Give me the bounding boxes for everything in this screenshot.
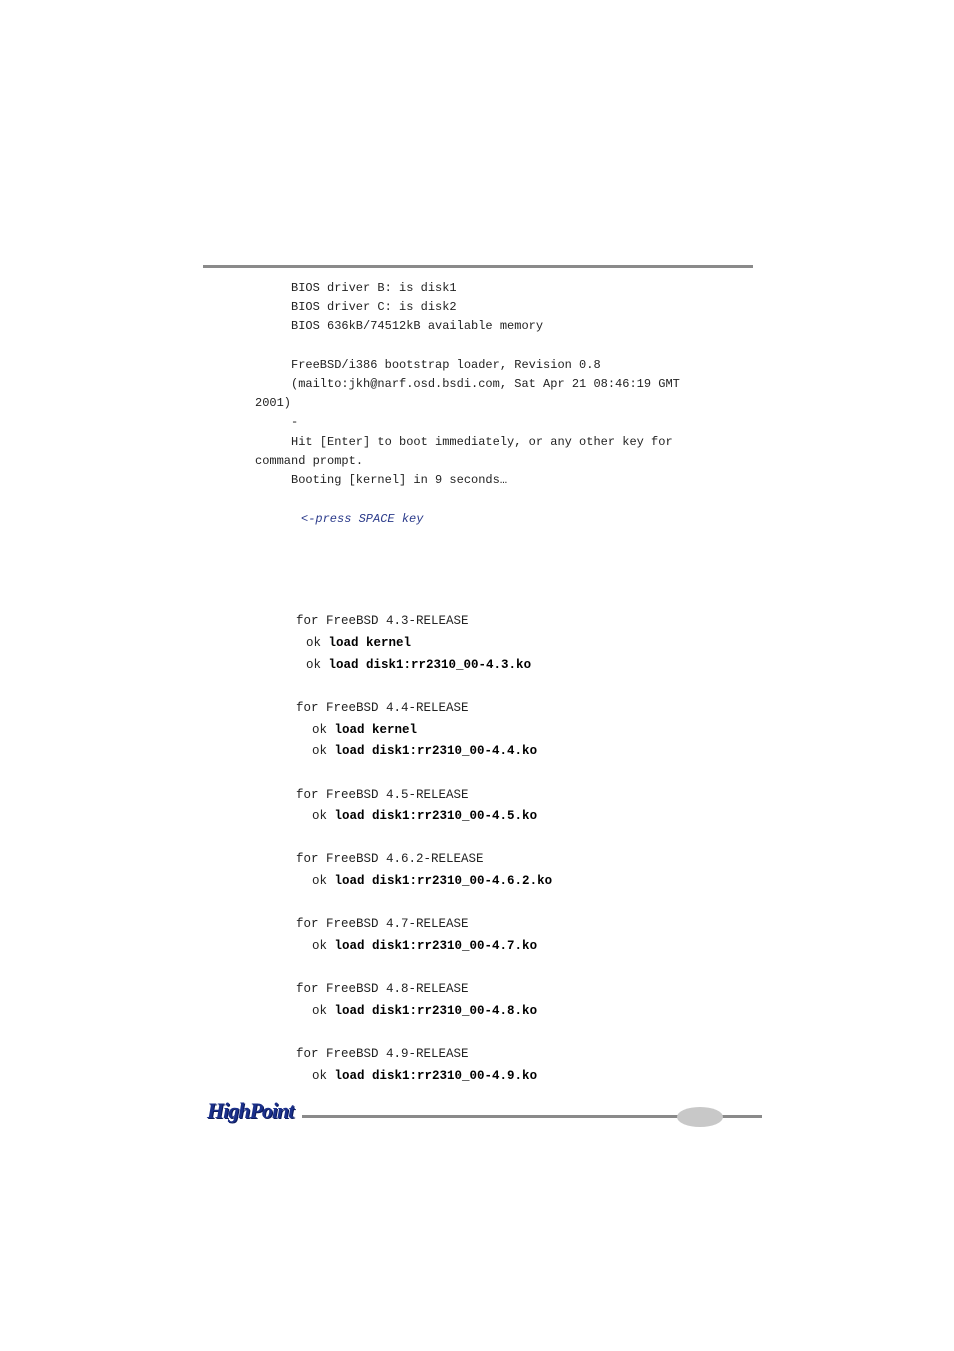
load-command: load disk1:rr2310_00-4.4.ko	[334, 744, 538, 758]
load-command: load disk1:rr2310_00-4.8.ko	[334, 1004, 538, 1018]
load-command: load disk1:rr2310_00-4.5.ko	[334, 809, 538, 823]
command-line	[306, 658, 531, 672]
load-command: load disk1:rr2310_00-4.7.ko	[334, 939, 538, 953]
ok-prompt: ok	[312, 874, 328, 888]
ok-prompt: ok	[306, 658, 322, 672]
ok-prompt: ok	[312, 939, 328, 953]
ok-prompt: ok	[312, 744, 328, 758]
boot-line: BIOS 636kB/74512kB available memory	[291, 319, 544, 333]
boot-line: -	[291, 415, 299, 429]
command-line	[312, 1004, 537, 1018]
command-line	[312, 744, 537, 758]
command-line	[312, 1069, 537, 1083]
boot-line: BIOS driver C: is disk2	[291, 300, 457, 314]
version-heading: for FreeBSD 4.8-RELEASE	[296, 982, 469, 996]
load-command: load disk1:rr2310_00-4.3.ko	[328, 658, 532, 672]
version-heading: for FreeBSD 4.7-RELEASE	[296, 917, 469, 931]
press-space-comment: <-press SPACE key	[301, 512, 424, 526]
highpoint-logo: HighPoint	[207, 1098, 294, 1123]
load-command: load disk1:rr2310_00-4.6.2.ko	[334, 874, 553, 888]
command-line	[312, 939, 537, 953]
load-command: load kernel	[334, 723, 418, 737]
boot-line: Booting [kernel] in 9 seconds…	[291, 473, 508, 487]
command-line	[312, 874, 552, 888]
command-line	[312, 809, 537, 823]
ok-prompt: ok	[312, 809, 328, 823]
version-heading: for FreeBSD 4.5-RELEASE	[296, 788, 469, 802]
boot-line: FreeBSD/i386 bootstrap loader, Revision 0.8	[291, 358, 601, 372]
ok-prompt: ok	[306, 636, 322, 650]
load-command: load kernel	[328, 636, 412, 650]
version-heading: for FreeBSD 4.4-RELEASE	[296, 701, 469, 715]
ok-prompt: ok	[312, 1069, 328, 1083]
boot-line: (mailto:jkh@narf.osd.bsdi.com, Sat Apr 21 08:46:19 GMT	[291, 377, 680, 391]
ok-prompt: ok	[312, 723, 328, 737]
boot-line: 2001)	[255, 396, 292, 410]
command-line	[306, 636, 411, 650]
version-heading: for FreeBSD 4.9-RELEASE	[296, 1047, 469, 1061]
boot-line: Hit [Enter] to boot immediately, or any other key for	[291, 435, 673, 449]
ok-prompt: ok	[312, 1004, 328, 1018]
boot-line: command prompt.	[255, 454, 364, 468]
command-line	[312, 723, 417, 737]
header-rule	[203, 265, 753, 268]
load-command: load disk1:rr2310_00-4.9.ko	[334, 1069, 538, 1083]
version-heading: for FreeBSD 4.6.2-RELEASE	[296, 852, 484, 866]
page-number-oval	[677, 1107, 723, 1127]
version-heading: for FreeBSD 4.3-RELEASE	[296, 614, 469, 628]
boot-line: BIOS driver B: is disk1	[291, 281, 457, 295]
